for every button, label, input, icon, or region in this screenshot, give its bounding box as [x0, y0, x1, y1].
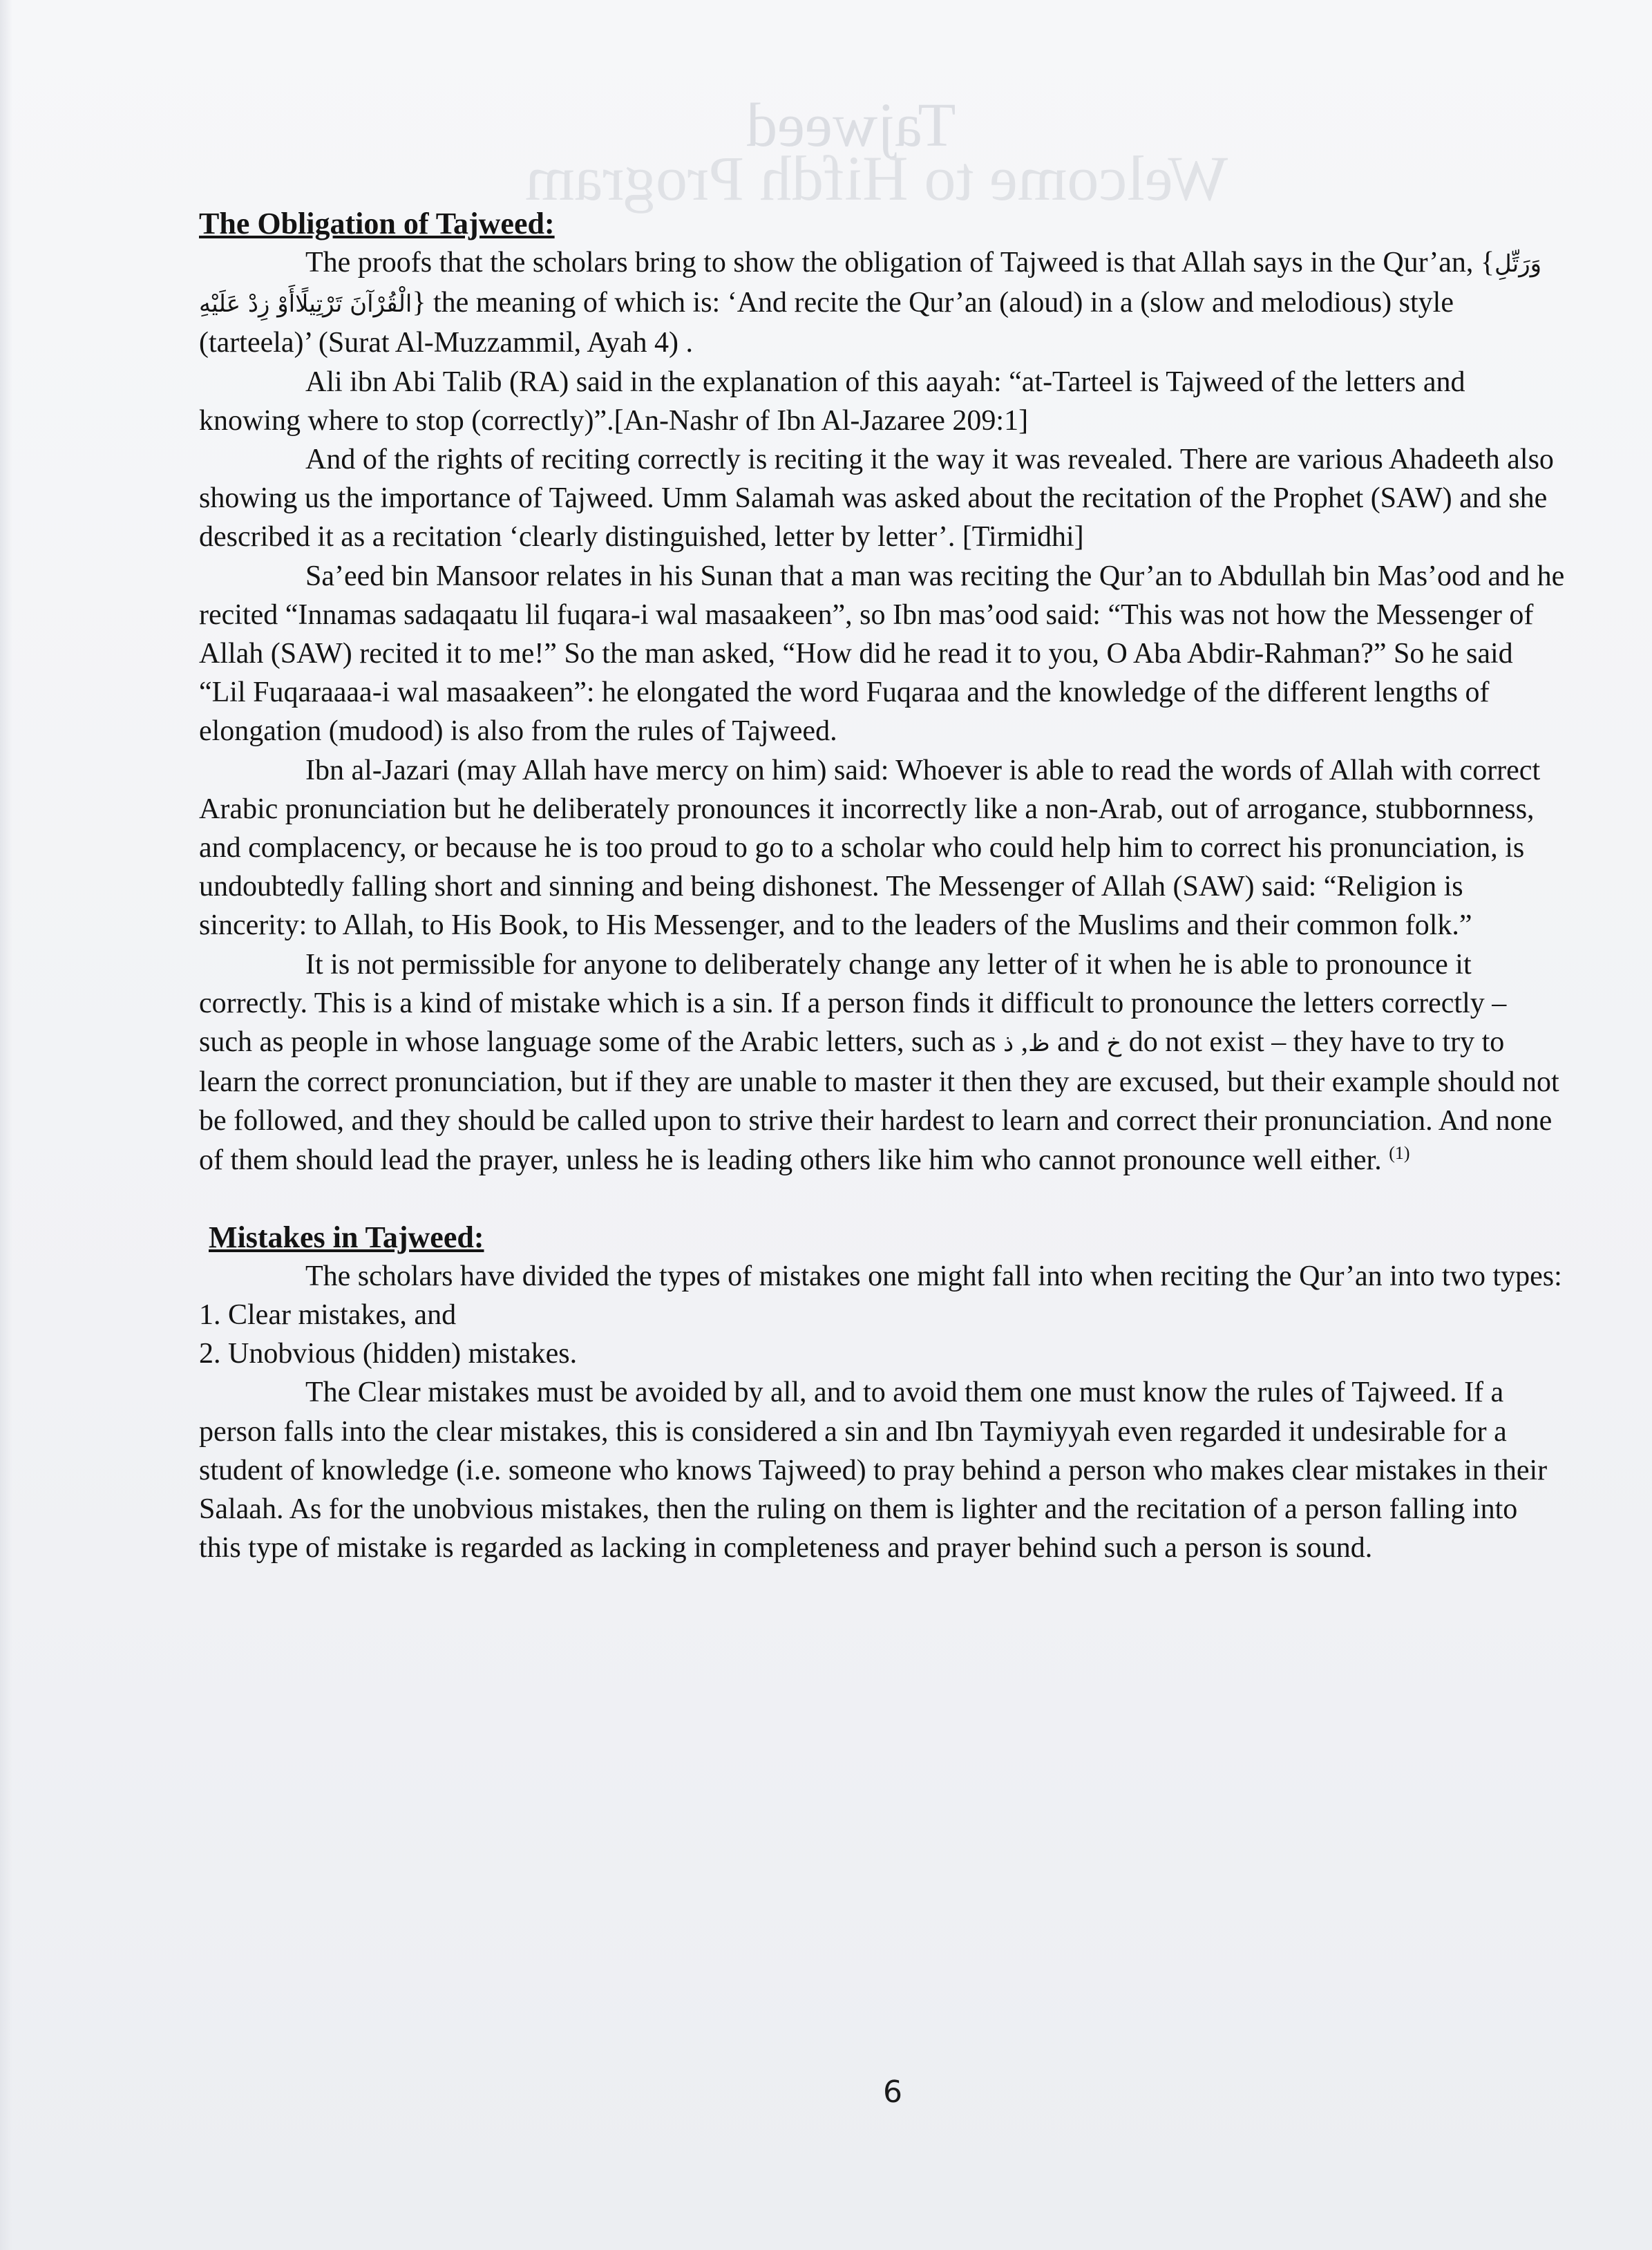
section-obligation-of-tajweed [199, 205, 1566, 1180]
page-number: 6 [883, 2074, 902, 2110]
paragraph-1 [199, 243, 1566, 363]
paragraph-3: And of the rights of reciting correctly is reciting it the way it was revealed. There are various Ahadeeth also showing us the importance of Tajweed. Umm Salamah was asked about the recitation of the Prophet (SAW) and she described it as a recitation ‘clearly distinguished, letter by letter’. [Tirmidhi] [199, 444, 1554, 554]
paragraph-5: Ibn al-Jazari (may Allah have mercy on him) said: Whoever is able to read the words of Allah with correct Arabic pronunciation but he deliberately pronounces it incorrectly like a non-Arab, out of arrogance, stubbornness, and complacency, or because he is too proud to go to a scholar who could help him to correct his pronunciation, is undoubtedly falling short and sinning and being dishonest. The Messenger of Allah (SAW) said: “Religion is sincerity: to Allah, to His Book, to His Messenger, and to the leaders of the Muslims and their common folk.” [199, 754, 1541, 942]
paragraph-6 [199, 945, 1566, 1180]
scan-edge-shadow [0, 0, 12, 2250]
paragraph-1-text-before: The proofs that the scholars bring to show the obligation of Tajweed is that Allah says in the Qur’an, { [305, 247, 1494, 278]
section-heading: Mistakes in Tajweed: [209, 1220, 484, 1254]
paragraph-6-text-a: It is not permissible for anyone to deliberately change any letter of it when he is able to pronounce it correctly. This is a kind of mistake which is a sin. If a person finds it difficult to pronounce the letters correctly – such as people in whose language some of the Arabic letters, such as [199, 948, 1507, 1059]
arabic-letter-khaa: خ [1106, 1030, 1122, 1058]
paragraph-6-text-d: do not exist – they have to try to learn the correct pronunciation, but if they are unable to master it then they are excused, but their example should not be followed, and they should be called upon to strive their hardest to learn and correct their pronunciation. And none of them should lead the prayer, unless he is leading others like him who cannot pronounce well either. [199, 1026, 1559, 1176]
section-heading: The Obligation of Tajweed: [199, 207, 555, 240]
paragraph-2: Ali ibn Abi Talib (RA) said in the explanation of this aayah: “at-Tarteel is Tajweed of the letters and knowing where to stop (correctly)”.[An-Nashr of Ibn Al-Jazaree 209:1] [199, 366, 1465, 437]
paragraph-8: The Clear mistakes must be avoided by all, and to avoid them one must know the rules of Tajweed. If a person falls into the clear mistakes, this is considered a sin and Ibn Taymiyyah even regarded it undesirable for a student of knowledge (i.e. someone who knows Tajweed) to pray behind a person who makes clear mistakes in their Salaah. As for the unobvious mistakes, then the ruling on them is lighter and the recitation of a person falling into this type of mistake is regarded as lacking in completeness and prayer behind such a person is sound. [199, 1377, 1548, 1564]
paragraph-6-text-c: and [1050, 1026, 1107, 1059]
bleed-through-subtitle: Welcome to Hifdh Program [525, 143, 1228, 214]
arabic-letter-zaa: ظ [1028, 1030, 1050, 1058]
paragraph-7: The scholars have divided the types of mistakes one might fall into when reciting the Qur’an into two types: [305, 1260, 1562, 1292]
arabic-verse-main: وَرَتِّلِ الْقُرْآنَ تَرْتِيلًا [295, 250, 1542, 319]
paragraph-1-text-after: } the meaning of which is: ‘And recite the Qur’an (aloud) in a (slow and melodious) style (tarteela)’ (Surat Al-Muzzammil, Ayah 4) . [199, 287, 1454, 359]
bleed-through-title: Tajweed [746, 91, 956, 160]
arabic-verse-prefix: أَوْ زِدْ عَلَيْهِ [199, 290, 296, 319]
section-mistakes-in-tajweed [199, 1218, 1566, 1568]
paragraph-6-text-b: , [1014, 1026, 1029, 1059]
paragraph-4: Sa’eed bin Mansoor relates in his Sunan that a man was reciting the Qur’an to Abdullah bin Mas’ood and he recited “Innamas sadaqaatu lil fuqara-i wal masaakeen”, so Ibn mas’ood said: “This was not how the Messenger of Allah (SAW) recited it to me!” So the man asked, “How did he read it to you, O Aba Abdir-Rahman?” So he said “Lil Fuqaraaaa-i wal masaakeen”: he elongated the word Fuqaraa and the knowledge of the different lengths of elongation (mudood) is also from the rules of Tajweed. [199, 560, 1565, 748]
arabic-letter-dhaal: ذ [1003, 1030, 1014, 1058]
page-content [199, 205, 1566, 1568]
list-item-2: 2. Unobvious (hidden) mistakes. [199, 1338, 578, 1370]
footnote-reference: (1) [1389, 1142, 1410, 1163]
list-item-1: 1. Clear mistakes, and [199, 1299, 457, 1332]
